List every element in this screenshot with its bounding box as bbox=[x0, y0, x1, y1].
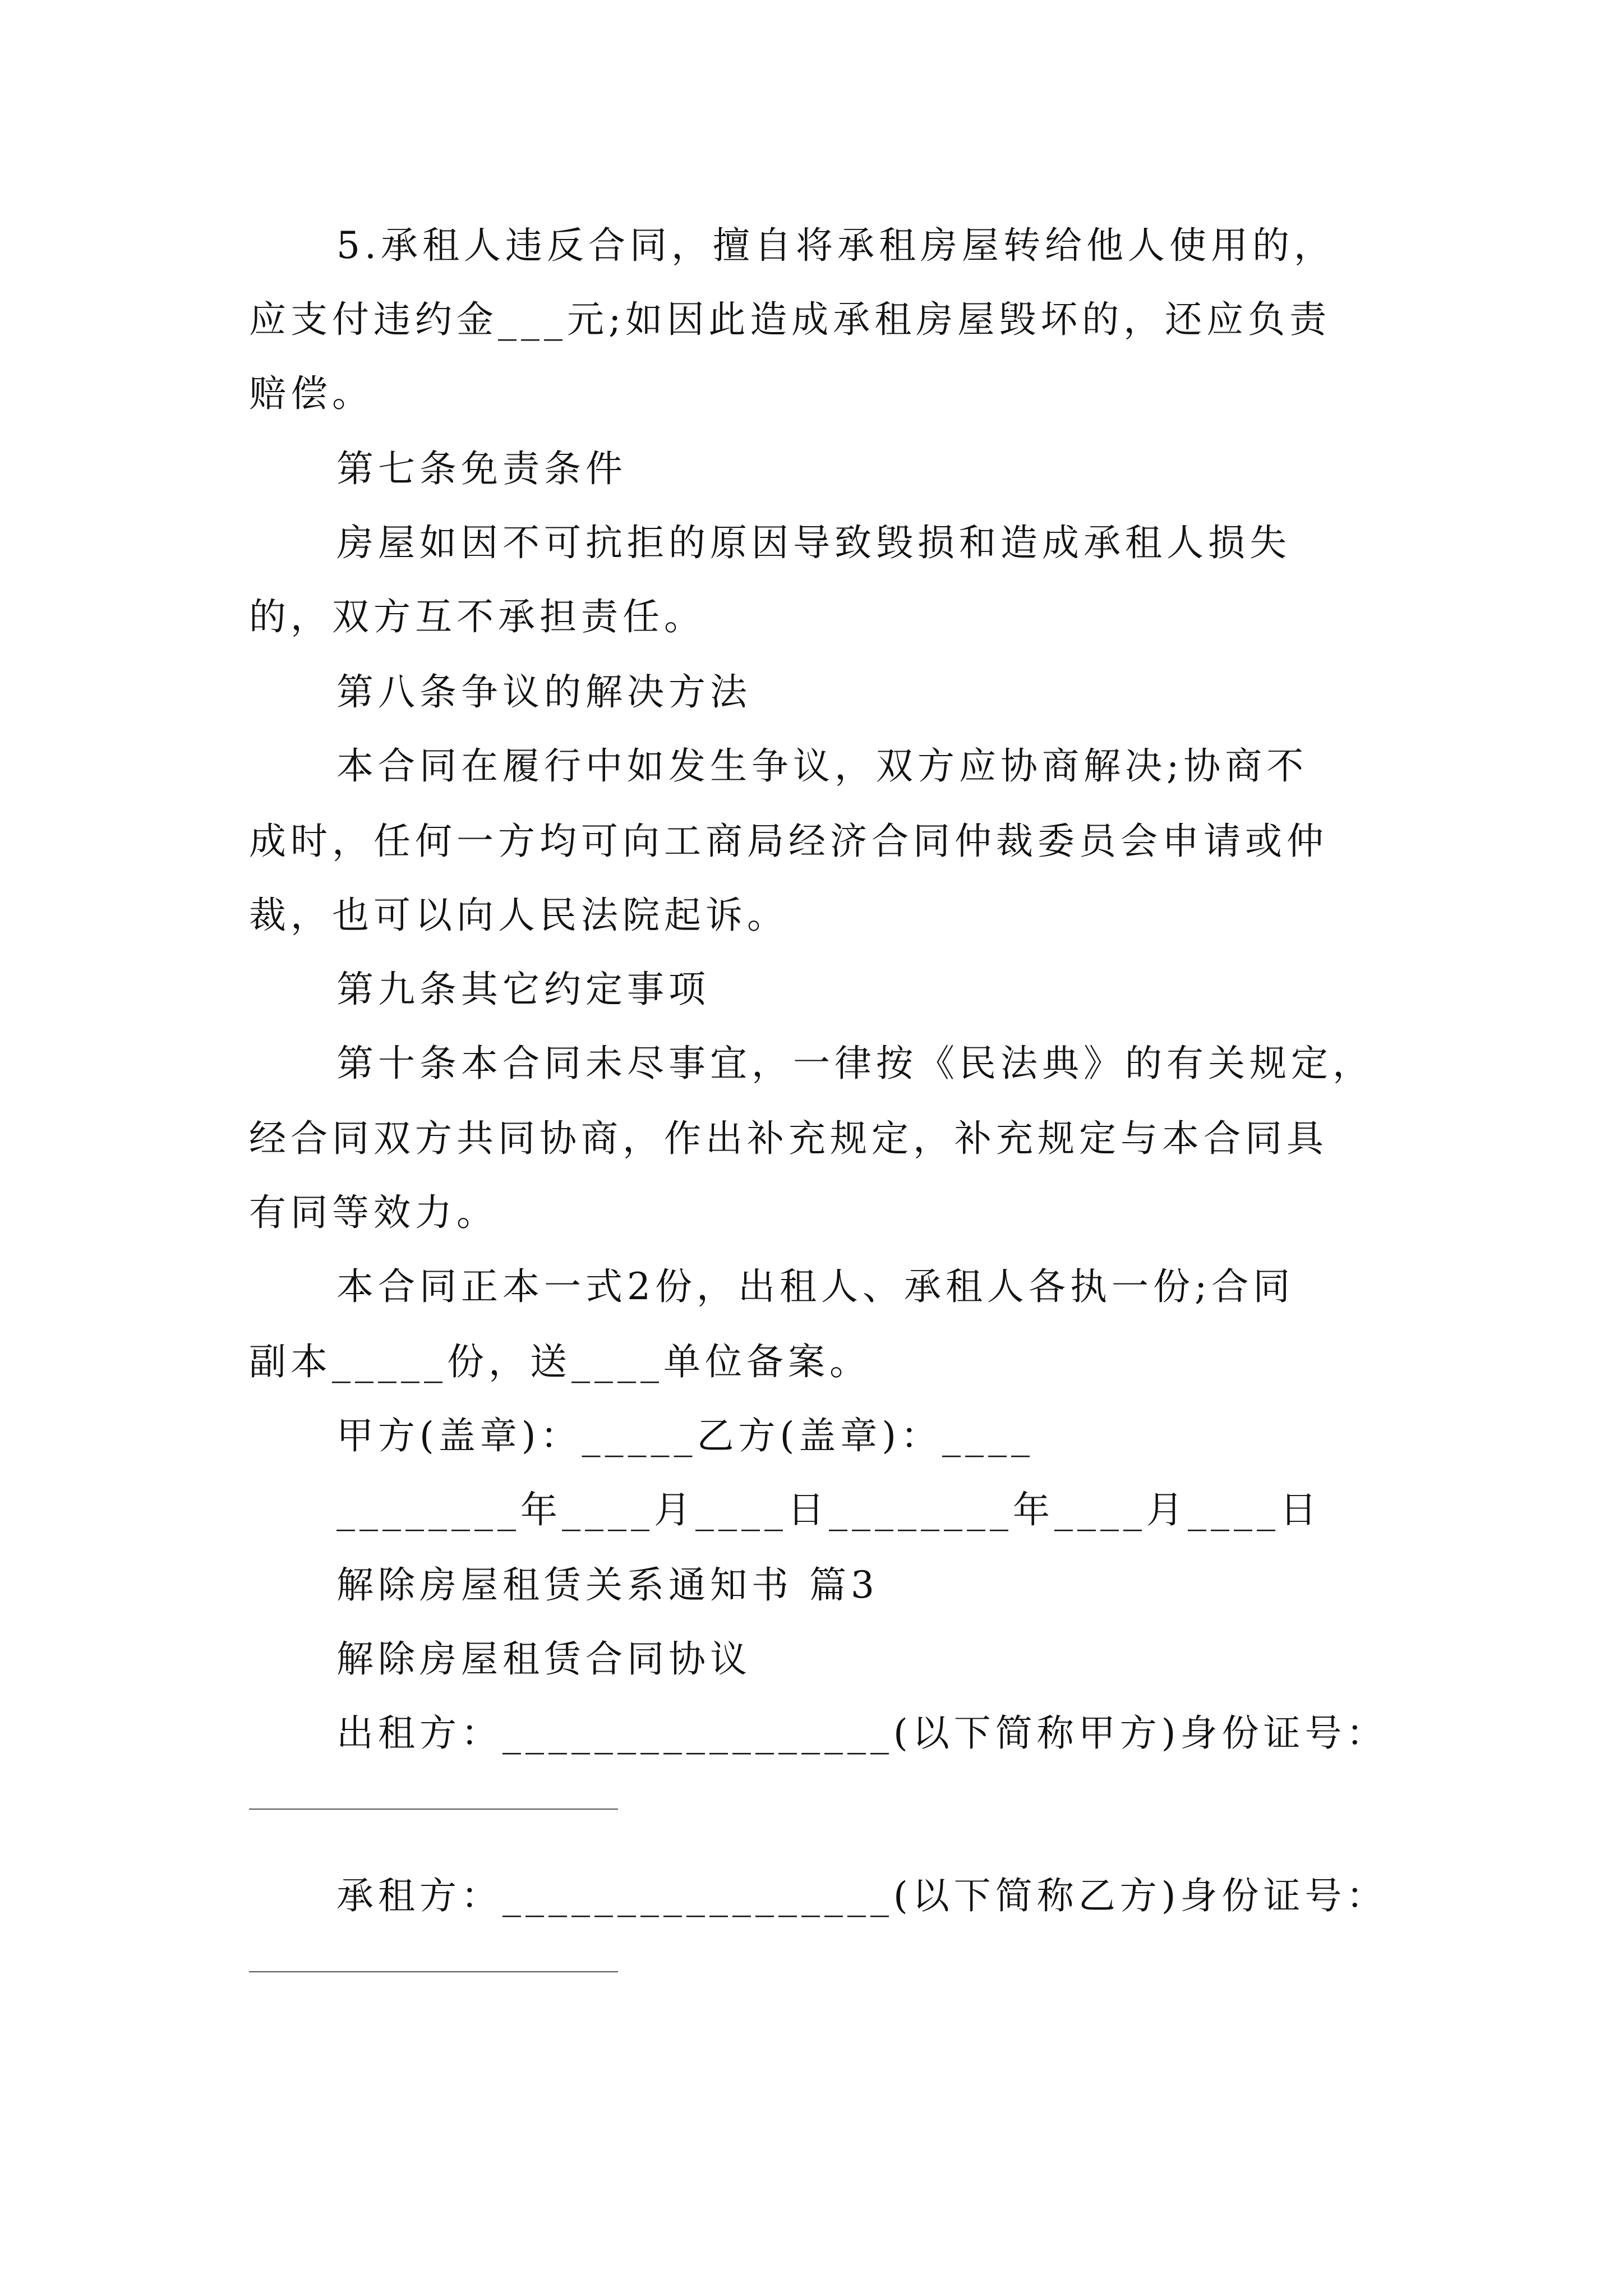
section-heading: 第九条其它约定事项 bbox=[336, 968, 710, 1011]
text-line: 裁，也可以向人民法院起诉。 bbox=[249, 894, 789, 937]
text-line: 本合同在履行中如发生争议，双方应协商解决;协商不 bbox=[336, 744, 1308, 788]
text-line: 5.承租人违反合同，擅自将承租房屋转给他人使用的， bbox=[336, 224, 1335, 267]
lessee-line: 承租方：_________________(以下简称乙方)身份证号： bbox=[336, 1874, 1388, 1917]
lessor-line: 出租方：_________________(以下简称甲方)身份证号： bbox=[336, 1711, 1388, 1755]
text-line: 房屋如因不可抗拒的原因导致毁损和造成承租人损失 bbox=[336, 521, 1291, 564]
section-title: 解除房屋租赁关系通知书 篇3 bbox=[336, 1563, 879, 1607]
text-line: 副本_____份，送____单位备案。 bbox=[249, 1340, 871, 1383]
section-heading: 第八条争议的解决方法 bbox=[336, 670, 751, 714]
text-line: 的，双方互不承担责任。 bbox=[249, 595, 706, 638]
text-line: 应支付违约金___元;如因此造成承租房屋毁坏的，还应负责 bbox=[249, 298, 1331, 341]
date-line: ________年____月____日________年____月____日 bbox=[336, 1488, 1321, 1531]
agreement-title: 解除房屋租赁合同协议 bbox=[336, 1637, 751, 1681]
text-line: 本合同正本一式2份，出租人、承租人各执一份;合同 bbox=[336, 1265, 1295, 1308]
text-line: 经合同双方共同协商，作出补充规定，补充规定与本合同具 bbox=[249, 1117, 1328, 1160]
blank-underline bbox=[249, 1971, 618, 1972]
blank-underline bbox=[249, 1809, 618, 1810]
text-line: 有同等效力。 bbox=[249, 1191, 498, 1234]
text-line: 赔偿。 bbox=[249, 372, 374, 415]
signature-line: 甲方(盖章)：_____乙方(盖章)：____ bbox=[336, 1414, 1034, 1457]
text-line: 第十条本合同未尽事宜，一律按《民法典》的有关规定， bbox=[336, 1042, 1374, 1085]
text-line: 成时，任何一方均可向工商局经济合同仲裁委员会申请或仲 bbox=[249, 820, 1328, 863]
section-heading: 第七条免责条件 bbox=[336, 447, 627, 490]
